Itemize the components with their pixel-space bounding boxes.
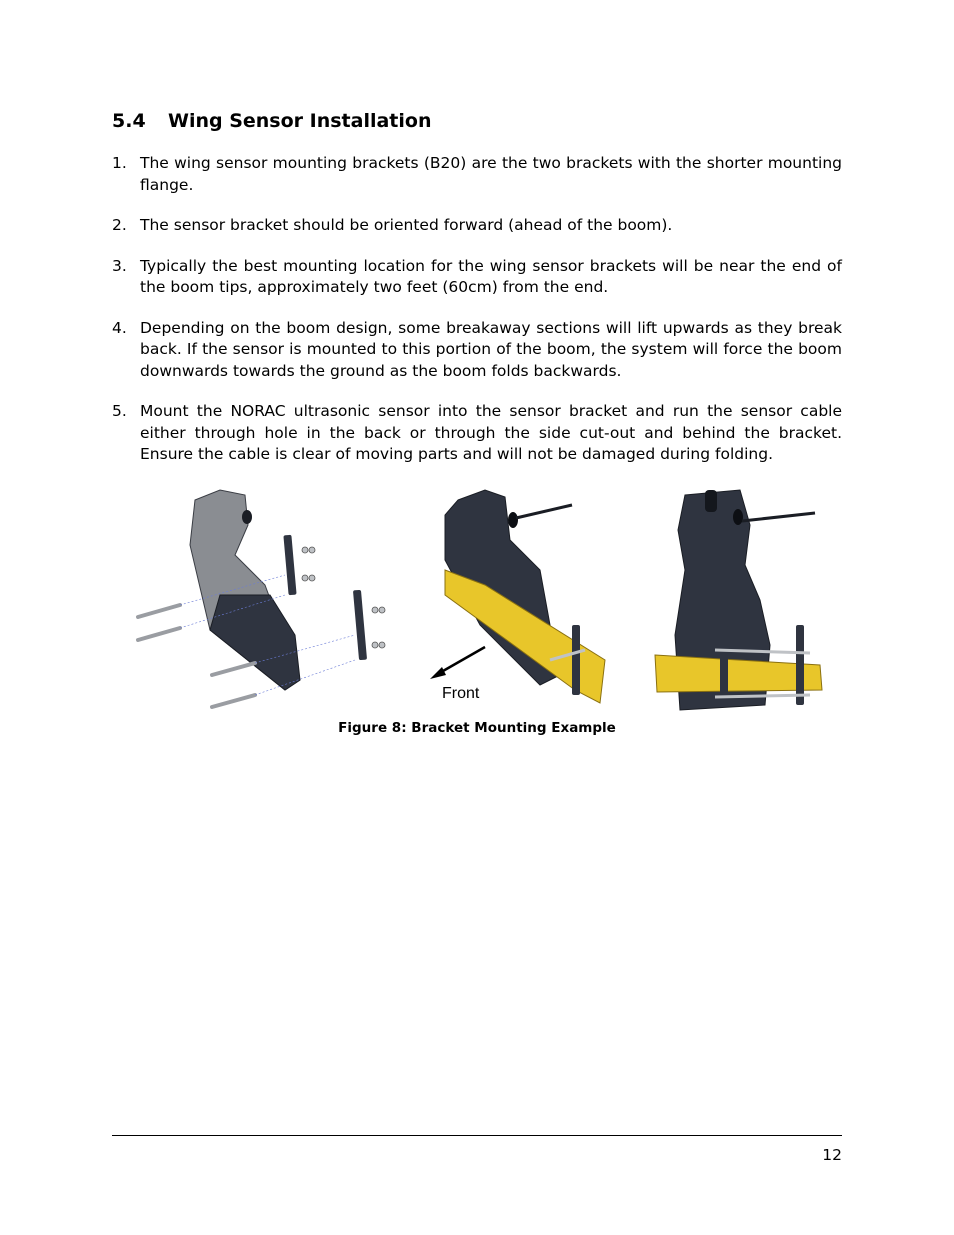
list-item (112, 401, 842, 466)
step-text: Mount the NORAC ultrasonic sensor into the sensor bracket and run the sensor cable either through hole in the back or through the side cut-out and behind the bracket. Ensure the cable is clear of moving parts and will not be damaged during folding. (140, 402, 842, 463)
section-title: Wing Sensor Installation (168, 110, 432, 132)
step-text: The sensor bracket should be oriented forward (ahead of the boom). (140, 216, 673, 234)
front-label: Front (442, 685, 480, 702)
installation-steps (112, 153, 842, 485)
mounted-bracket-front-view (655, 490, 822, 710)
bracket-mounting-figure (120, 485, 834, 720)
step-number: 5. (112, 402, 127, 420)
step-text: The wing sensor mounting brackets (B20) are the two brackets with the shorter mounting flange. (140, 154, 842, 194)
section-number: 5.4 (112, 110, 146, 132)
exploded-bracket-view (138, 490, 385, 707)
footer-divider (112, 1135, 842, 1136)
step-number: 1. (112, 154, 127, 172)
step-number: 2. (112, 216, 127, 234)
section-heading (112, 110, 432, 132)
list-item (112, 256, 842, 299)
figure-caption: Figure 8: Bracket Mounting Example (338, 720, 616, 736)
step-text: Depending on the boom design, some breakaway sections will lift upwards as they break back. If the sensor is mounted to this portion of the boom, the system will force the boom downwards towards the ground as the boom folds backwards. (140, 318, 842, 380)
list-item (112, 318, 842, 383)
step-number: 3. (112, 256, 127, 275)
step-number: 4. (112, 318, 127, 337)
page-number: 12 (822, 1146, 842, 1164)
list-item (112, 153, 842, 196)
step-text: Typically the best mounting location for the wing sensor brackets will be near the end of the boom tips, approximately two feet (60cm) from the end. (140, 256, 842, 296)
mounted-bracket-side-view (430, 490, 605, 703)
list-item (112, 215, 842, 237)
